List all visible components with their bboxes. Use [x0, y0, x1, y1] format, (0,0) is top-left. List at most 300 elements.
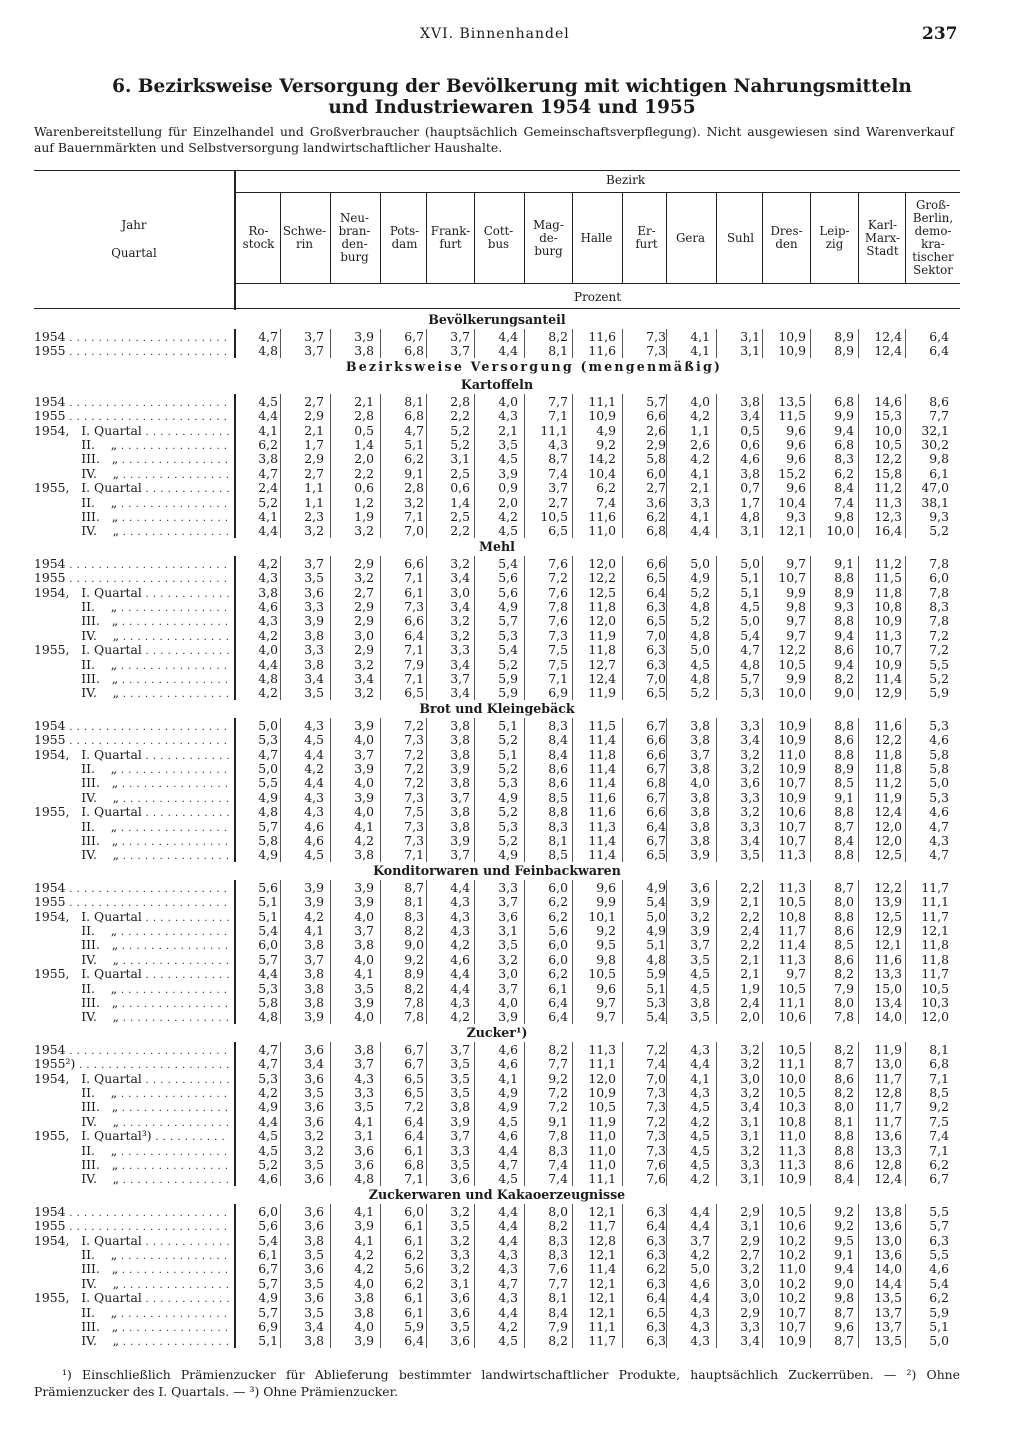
- table-cell: 3,3: [740, 1157, 760, 1172]
- table-cell: 3,6: [498, 908, 518, 924]
- table-cell: 10,0: [874, 422, 902, 438]
- column-rule: [622, 718, 623, 862]
- column-rule: [762, 329, 763, 358]
- table-cell: 3,9: [354, 1333, 374, 1349]
- table-cell: 3,1: [740, 329, 760, 344]
- table-cell: 6,5: [548, 523, 568, 539]
- table-cell: 3,4: [304, 671, 324, 686]
- row-label: IV. „ . . .: [34, 628, 230, 642]
- table-cell: 7,7: [548, 1056, 568, 1072]
- row-label: IV. „ . . .: [34, 1009, 230, 1023]
- table-cell: 6,4: [548, 1009, 568, 1025]
- table-cell: 3,8: [690, 995, 710, 1010]
- table-cell: 0,7: [740, 480, 760, 496]
- table-cell: 13,9: [874, 894, 902, 910]
- row-label: 1955, I. Quartal . . .: [34, 804, 230, 818]
- table-cell: 6,8: [929, 1056, 949, 1072]
- table-cell: 4,3: [450, 923, 470, 938]
- table-cell: 6,8: [404, 1157, 424, 1172]
- row-label: III. „ . . .: [34, 613, 230, 627]
- column-rule: [716, 880, 717, 1024]
- table-cell: 2,1: [740, 951, 760, 967]
- table-cell: 9,0: [834, 685, 854, 701]
- table-cell: 11,3: [874, 494, 902, 510]
- table-cell: 9,4: [834, 1261, 854, 1277]
- row-label: II. „ . . .: [34, 657, 230, 671]
- table-row: [34, 408, 960, 422]
- table-cell: 8,1: [404, 894, 424, 910]
- table-cell: 11,3: [874, 627, 902, 643]
- table-cell: 4,3: [690, 1085, 710, 1100]
- table-cell: 12,1: [921, 923, 949, 938]
- table-cell: 11,4: [778, 937, 806, 953]
- table-cell: 4,6: [498, 1128, 518, 1144]
- column-rule: [810, 556, 811, 700]
- table-cell: 11,8: [874, 584, 902, 600]
- table-cell: 9,6: [596, 980, 616, 996]
- table-cell: 6,2: [548, 966, 568, 982]
- table-cell: 11,0: [778, 1261, 806, 1277]
- column-rule: [858, 192, 859, 283]
- table-cell: 4,6: [498, 1041, 518, 1057]
- table-cell: 10,9: [778, 761, 806, 776]
- table-cell: 6,0: [929, 570, 949, 586]
- table-row: [34, 909, 960, 923]
- table-cell: 3,9: [304, 613, 324, 629]
- column-rule: [905, 394, 906, 538]
- table-cell: 4,5: [690, 1099, 710, 1115]
- table-cell: 4,5: [498, 1171, 518, 1187]
- column-rule: [524, 329, 525, 358]
- table-cell: 10,8: [778, 1113, 806, 1129]
- table-cell: 0,5: [740, 422, 760, 438]
- page-number: 237: [922, 24, 958, 44]
- table-cell: 3,8: [354, 1290, 374, 1306]
- table-cell: 6,3: [646, 1333, 666, 1349]
- table-cell: 2,9: [304, 408, 324, 424]
- table-cell: 3,4: [740, 732, 760, 748]
- table-cell: 5,3: [929, 789, 949, 805]
- column-rule: [426, 1204, 427, 1348]
- table-cell: 8,7: [834, 1056, 854, 1072]
- table-cell: 9,8: [786, 599, 806, 614]
- table-cell: 11,7: [874, 1113, 902, 1129]
- table-cell: 10,5: [778, 1041, 806, 1057]
- table-cell: 11,8: [588, 746, 616, 762]
- table-cell: 9,9: [596, 894, 616, 910]
- table-cell: 7,8: [929, 555, 949, 571]
- table-cell: 7,3: [646, 1142, 666, 1158]
- table-cell: 11,4: [588, 761, 616, 776]
- column-rule: [905, 718, 906, 862]
- table-cell: 11,4: [588, 847, 616, 863]
- table-cell: 8,9: [404, 966, 424, 982]
- table-cell: 7,4: [929, 1128, 949, 1144]
- table-cell: 7,8: [548, 1128, 568, 1144]
- table-cell: 9,8: [596, 951, 616, 967]
- table-cell: 3,7: [304, 329, 324, 344]
- table-cell: 4,0: [354, 951, 374, 967]
- table-cell: 4,0: [498, 393, 518, 409]
- row-label: 1955, I. Quartal . . .: [34, 966, 230, 980]
- table-cell: 2,0: [740, 1009, 760, 1025]
- column-rule: [572, 1204, 573, 1348]
- table-cell: 8,8: [548, 804, 568, 820]
- table-cell: 5,3: [258, 980, 278, 996]
- table-cell: 3,5: [498, 437, 518, 452]
- table-cell: 3,8: [740, 465, 760, 481]
- table-cell: 3,8: [354, 1041, 374, 1057]
- table-cell: 4,0: [690, 393, 710, 409]
- table-cell: 3,5: [450, 1218, 470, 1234]
- table-cell: 5,2: [690, 685, 710, 701]
- table-cell: 7,2: [646, 1041, 666, 1057]
- table-row: [34, 509, 960, 523]
- column-rule: [858, 718, 859, 862]
- table-cell: 3,2: [740, 1041, 760, 1057]
- column-rule: [905, 329, 906, 358]
- table-cell: 13,7: [874, 1304, 902, 1320]
- table-cell: 11,7: [588, 1333, 616, 1349]
- table-cell: 4,6: [740, 451, 760, 467]
- row-label: 1955 . . .: [34, 343, 230, 357]
- table-cell: 7,0: [646, 671, 666, 686]
- table-cell: 9,7: [786, 613, 806, 629]
- table-cell: 4,4: [450, 879, 470, 895]
- table-cell: 3,3: [354, 1085, 374, 1100]
- column-rule: [905, 556, 906, 700]
- table-cell: 9,8: [834, 1290, 854, 1306]
- table-cell: 3,8: [304, 980, 324, 996]
- table-cell: 4,7: [258, 465, 278, 481]
- table-cell: 5,2: [498, 656, 518, 672]
- table-cell: 10,5: [778, 894, 806, 910]
- table-cell: 11,7: [874, 1070, 902, 1086]
- table-cell: 6,2: [646, 1261, 666, 1277]
- table-cell: 4,6: [929, 1261, 949, 1277]
- table-cell: 7,6: [646, 1157, 666, 1172]
- table-cell: 3,2: [740, 1085, 760, 1100]
- column-rule: [426, 1042, 427, 1186]
- row-label: 1954 . . .: [34, 880, 230, 894]
- column-rule: [524, 556, 525, 700]
- table-cell: 5,5: [929, 656, 949, 672]
- table-cell: 15,2: [778, 465, 806, 481]
- table-cell: 10,5: [874, 437, 902, 452]
- table-cell: 6,2: [404, 1247, 424, 1262]
- table-cell: 5,8: [929, 761, 949, 776]
- table-row: [34, 819, 960, 833]
- table-row: [34, 1319, 960, 1333]
- table-cell: 2,7: [740, 1247, 760, 1262]
- table-cell: 7,4: [548, 1171, 568, 1187]
- table-cell: 3,5: [304, 1085, 324, 1100]
- table-cell: 8,6: [834, 642, 854, 658]
- table-cell: 6,7: [404, 1056, 424, 1072]
- table-cell: 9,3: [929, 509, 949, 524]
- table-cell: 10,5: [588, 966, 616, 982]
- table-cell: 6,2: [646, 509, 666, 524]
- row-label: 1955, I. Quartal . . .: [34, 1290, 230, 1304]
- table-cell: 6,2: [834, 465, 854, 481]
- table-cell: 3,6: [354, 1142, 374, 1158]
- table-cell: 3,1: [740, 1128, 760, 1144]
- table-cell: 8,7: [834, 818, 854, 834]
- column-rule: [474, 718, 475, 862]
- row-label: 1955, I. Quartal³) . . .: [34, 1128, 230, 1142]
- table-cell: 5,2: [498, 804, 518, 820]
- table-cell: 1,1: [690, 422, 710, 438]
- table-cell: 3,9: [304, 879, 324, 895]
- table-cell: 10,7: [778, 833, 806, 848]
- table-cell: 3,1: [740, 1171, 760, 1187]
- table-cell: 5,7: [258, 1304, 278, 1320]
- table-cell: 5,0: [929, 775, 949, 791]
- table-cell: 3,8: [450, 746, 470, 762]
- column-rule: [762, 880, 763, 1024]
- table-cell: 12,1: [778, 523, 806, 539]
- table-row: [34, 732, 960, 746]
- column-rule: [380, 1042, 381, 1186]
- table-cell: 11,1: [778, 995, 806, 1010]
- table-cell: 4,1: [354, 1113, 374, 1129]
- table-cell: 6,6: [646, 804, 666, 820]
- header-rule: [34, 170, 960, 171]
- column-rule: [280, 556, 281, 700]
- table-row: [34, 1218, 960, 1232]
- table-cell: 7,9: [834, 980, 854, 996]
- column-rule: [426, 329, 427, 358]
- table-cell: 11,9: [588, 627, 616, 643]
- table-cell: 3,3: [450, 1247, 470, 1262]
- table-row: [34, 833, 960, 847]
- table-cell: 7,3: [404, 599, 424, 614]
- table-cell: 7,7: [548, 1275, 568, 1291]
- table-cell: 11,2: [874, 480, 902, 496]
- table-cell: 3,8: [690, 789, 710, 805]
- table-cell: 6,2: [404, 451, 424, 467]
- table-cell: 2,9: [354, 555, 374, 571]
- table-cell: 4,2: [498, 1319, 518, 1334]
- table-cell: 10,9: [588, 1085, 616, 1100]
- table-cell: 4,3: [929, 833, 949, 848]
- table-cell: 1,4: [450, 494, 470, 510]
- table-cell: 8,8: [834, 847, 854, 863]
- table-cell: 10,5: [778, 656, 806, 672]
- table-cell: 13,4: [874, 995, 902, 1010]
- table-cell: 10,5: [778, 1085, 806, 1100]
- table-cell: 3,3: [450, 642, 470, 658]
- table-cell: 3,8: [354, 1304, 374, 1320]
- table-cell: 1,2: [354, 494, 374, 510]
- running-head-section: XVI. Binnenhandel: [420, 26, 570, 42]
- column-rule: [330, 556, 331, 700]
- table-cell: 4,4: [304, 746, 324, 762]
- table-cell: 3,3: [690, 494, 710, 510]
- table-cell: 3,6: [450, 1171, 470, 1187]
- table-cell: 6,1: [929, 465, 949, 481]
- table-cell: 6,4: [548, 995, 568, 1010]
- column-rule: [622, 1042, 623, 1186]
- row-label: II. „ . . .: [34, 1305, 230, 1319]
- table-cell: 9,9: [786, 584, 806, 600]
- table-cell: 5,1: [498, 746, 518, 762]
- table-cell: 1,9: [354, 509, 374, 524]
- table-cell: 5,2: [258, 1157, 278, 1172]
- table-cell: 4,9: [498, 1099, 518, 1115]
- table-cell: 13,6: [874, 1128, 902, 1144]
- table-cell: 5,4: [929, 1275, 949, 1291]
- table-cell: 10,1: [588, 908, 616, 924]
- table-cell: 4,3: [450, 995, 470, 1010]
- table-cell: 4,4: [304, 775, 324, 791]
- table-cell: 9,2: [929, 1099, 949, 1115]
- table-cell: 5,0: [690, 1261, 710, 1277]
- table-cell: 3,9: [690, 923, 710, 938]
- table-cell: 11,1: [588, 1056, 616, 1072]
- table-cell: 7,1: [404, 570, 424, 586]
- table-cell: 3,8: [258, 451, 278, 467]
- table-cell: 32,1: [921, 422, 949, 438]
- column-rule: [810, 329, 811, 358]
- table-cell: 3,5: [690, 951, 710, 967]
- table-cell: 8,6: [929, 393, 949, 409]
- table-cell: 6,3: [646, 656, 666, 672]
- table-cell: 5,9: [498, 685, 518, 701]
- table-cell: 10,7: [874, 642, 902, 658]
- table-cell: 5,6: [498, 584, 518, 600]
- table-cell: 6,7: [646, 761, 666, 776]
- table-cell: 6,7: [646, 717, 666, 733]
- table-cell: 8,4: [548, 1304, 568, 1320]
- table-row: [34, 981, 960, 995]
- table-cell: 7,3: [548, 627, 568, 643]
- table-cell: 4,8: [690, 627, 710, 643]
- table-cell: 13,6: [874, 1218, 902, 1234]
- table-cell: 3,2: [304, 1128, 324, 1144]
- table-cell: 13,7: [874, 1319, 902, 1334]
- bezirk-label: Bezirk: [606, 173, 646, 187]
- table-cell: 3,4: [304, 1319, 324, 1334]
- table-cell: 11,8: [588, 642, 616, 658]
- section-title: Bezirksweise Versorgung (mengenmäßig): [345, 358, 723, 374]
- column-rule: [426, 556, 427, 700]
- table-cell: 6,6: [646, 408, 666, 424]
- table-cell: 3,5: [740, 847, 760, 863]
- table-cell: 9,4: [834, 656, 854, 672]
- table-row: [34, 1009, 960, 1023]
- table-cell: 12,2: [874, 732, 902, 748]
- table-cell: 8,5: [548, 847, 568, 863]
- table-cell: 4,2: [354, 1261, 374, 1277]
- table-cell: 6,5: [646, 613, 666, 629]
- table-cell: 1,7: [304, 437, 324, 452]
- table-cell: 3,8: [354, 937, 374, 953]
- table-row: [34, 1071, 960, 1085]
- table-cell: 2,2: [450, 408, 470, 424]
- table-cell: 10,2: [778, 1275, 806, 1291]
- row-label: II. „ . . .: [34, 1143, 230, 1157]
- table-cell: 4,2: [354, 1247, 374, 1262]
- table-cell: 5,8: [929, 746, 949, 762]
- table-cell: 11,7: [921, 879, 949, 895]
- table-cell: 11,3: [778, 879, 806, 895]
- column-rule: [622, 192, 623, 283]
- table-cell: 10,7: [778, 1319, 806, 1334]
- table-cell: 3,8: [450, 717, 470, 733]
- table-cell: 11,6: [588, 804, 616, 820]
- table-cell: 3,9: [498, 465, 518, 481]
- table-cell: 3,8: [690, 833, 710, 848]
- table-cell: 2,9: [354, 613, 374, 629]
- table-cell: 4,1: [258, 509, 278, 524]
- table-cell: 12,2: [874, 879, 902, 895]
- table-cell: 6,8: [404, 343, 424, 359]
- table-cell: 4,5: [740, 599, 760, 614]
- row-label: II. „ . . .: [34, 1085, 230, 1099]
- table-cell: 10,9: [778, 343, 806, 359]
- table-cell: 8,1: [404, 393, 424, 409]
- table-cell: 6,4: [404, 1333, 424, 1349]
- table-cell: 12,1: [588, 1304, 616, 1320]
- table-cell: 7,9: [404, 656, 424, 672]
- table-cell: 6,7: [404, 329, 424, 344]
- table-cell: 8,1: [548, 343, 568, 359]
- table-cell: 7,4: [596, 494, 616, 510]
- table-cell: 10,9: [778, 732, 806, 748]
- row-label: III. „ . . .: [34, 671, 230, 685]
- table-cell: 6,6: [646, 732, 666, 748]
- table-cell: 7,6: [548, 555, 568, 571]
- table-cell: 12,2: [778, 642, 806, 658]
- table-cell: 8,6: [834, 1070, 854, 1086]
- footnotes: [34, 1366, 960, 1400]
- table-cell: 3,9: [354, 995, 374, 1010]
- table-cell: 6,8: [646, 523, 666, 539]
- table-row: [34, 1042, 960, 1056]
- table-cell: 11,7: [921, 908, 949, 924]
- table-cell: 3,8: [690, 761, 710, 776]
- table-cell: 4,0: [498, 995, 518, 1010]
- table-cell: 8,1: [834, 1113, 854, 1129]
- table-cell: 10,7: [778, 818, 806, 834]
- row-label: III. „ . . .: [34, 1319, 230, 1333]
- table-cell: 5,3: [258, 732, 278, 748]
- column-rule: [666, 1042, 667, 1186]
- table-cell: 7,2: [404, 761, 424, 776]
- table-cell: 3,7: [304, 343, 324, 359]
- table-title-line-2: und Industriewaren 1954 und 1955: [328, 97, 696, 118]
- table-cell: 3,8: [450, 775, 470, 791]
- table-cell: 5,1: [646, 980, 666, 996]
- table-cell: 8,7: [834, 1304, 854, 1320]
- table-row: [34, 437, 960, 451]
- row-label: IV. „ . . .: [34, 790, 230, 804]
- column-rule: [572, 394, 573, 538]
- table-cell: 3,2: [740, 1142, 760, 1158]
- table-row: [34, 685, 960, 699]
- table-cell: 3,5: [304, 1157, 324, 1172]
- table-row: [34, 1290, 960, 1304]
- table-cell: 8,0: [548, 1203, 568, 1219]
- table-cell: 4,9: [596, 422, 616, 438]
- table-cell: 8,9: [834, 584, 854, 600]
- table-cell: 6,4: [929, 329, 949, 344]
- table-cell: 9,1: [404, 465, 424, 481]
- table-cell: 5,1: [929, 1319, 949, 1334]
- table-cell: 7,8: [548, 599, 568, 614]
- table-cell: 2,0: [354, 451, 374, 467]
